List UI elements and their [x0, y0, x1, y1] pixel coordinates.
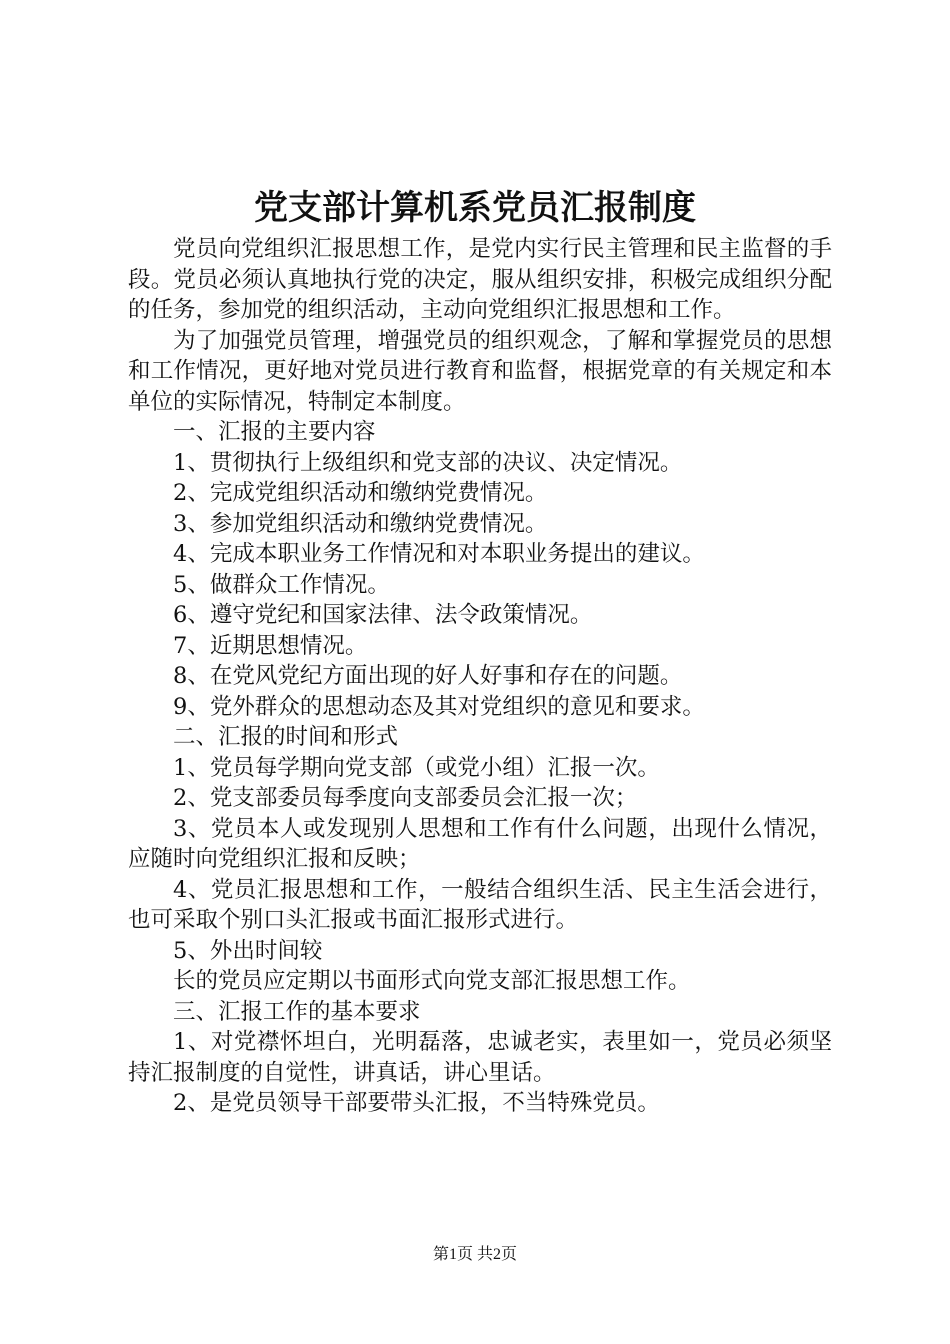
paragraph: 党员向党组织汇报思想工作，是党内实行民主管理和民主监督的手段。党员必须认真地执行党的决定，服从组织安排，积极完成组织分配的任务，参加党的组织活动，主动向党组织汇报思想和工作。 — [128, 236, 832, 323]
list-item: 7、近期思想情况。 — [173, 632, 368, 659]
list-item: 6、遵守党纪和国家法律、法令政策情况。 — [173, 602, 593, 628]
list-item: 4、完成本职业务工作情况和对本职业务提出的建议。 — [173, 541, 705, 567]
section-heading: 二、汇报的时间和形式 — [173, 724, 399, 750]
list-item: 5、外出时间较 — [173, 937, 323, 964]
list-item: 2、是党员领导干部要带头汇报，不当特殊党员。 — [173, 1090, 660, 1116]
list-item: 1、党员每学期向党支部（或党小组）汇报一次。 — [173, 754, 660, 781]
paragraph: 长的党员应定期以书面形式向党支部汇报思想工作。 — [173, 968, 691, 994]
list-item: 4、党员汇报思想和工作，一般结合组织生活、民主生活会进行，也可采取个别口头汇报或书面汇报形式进行。 — [128, 876, 832, 933]
list-item: 2、党支部委员每季度向支部委员会汇报一次； — [173, 785, 638, 811]
list-item: 1、贯彻执行上级组织和党支部的决议、决定情况。 — [173, 449, 683, 476]
list-item: 2、完成党组织活动和缴纳党费情况。 — [173, 480, 548, 506]
document-title: 党支部计算机系党员汇报制度 — [254, 188, 696, 228]
document-body — [128, 234, 832, 1119]
list-item: 8、在党风党纪方面出现的好人好事和存在的问题。 — [173, 663, 683, 689]
section-heading: 一、汇报的主要内容 — [173, 419, 376, 445]
list-item: 3、参加党组织活动和缴纳党费情况。 — [173, 510, 548, 537]
list-item: 3、党员本人或发现别人思想和工作有什么问题，出现什么情况，应随时向党组织汇报和反映； — [128, 815, 832, 872]
list-item: 5、做群众工作情况。 — [173, 571, 390, 598]
list-item: 9、党外群众的思想动态及其对党组织的意见和要求。 — [173, 693, 705, 720]
page-footer: 第1页 共2页 — [432, 1246, 517, 1263]
paragraph: 为了加强党员管理，增强党员的组织观念，了解和掌握党员的思想和工作情况，更好地对党员进行教育和监督，根据党章的有关规定和本单位的实际情况，特制定本制度。 — [128, 327, 832, 415]
section-heading: 三、汇报工作的基本要求 — [173, 998, 421, 1025]
list-item: 1、对党襟怀坦白，光明磊落，忠诚老实，表里如一，党员必须坚持汇报制度的自觉性，讲真话，讲心里话。 — [128, 1029, 832, 1086]
